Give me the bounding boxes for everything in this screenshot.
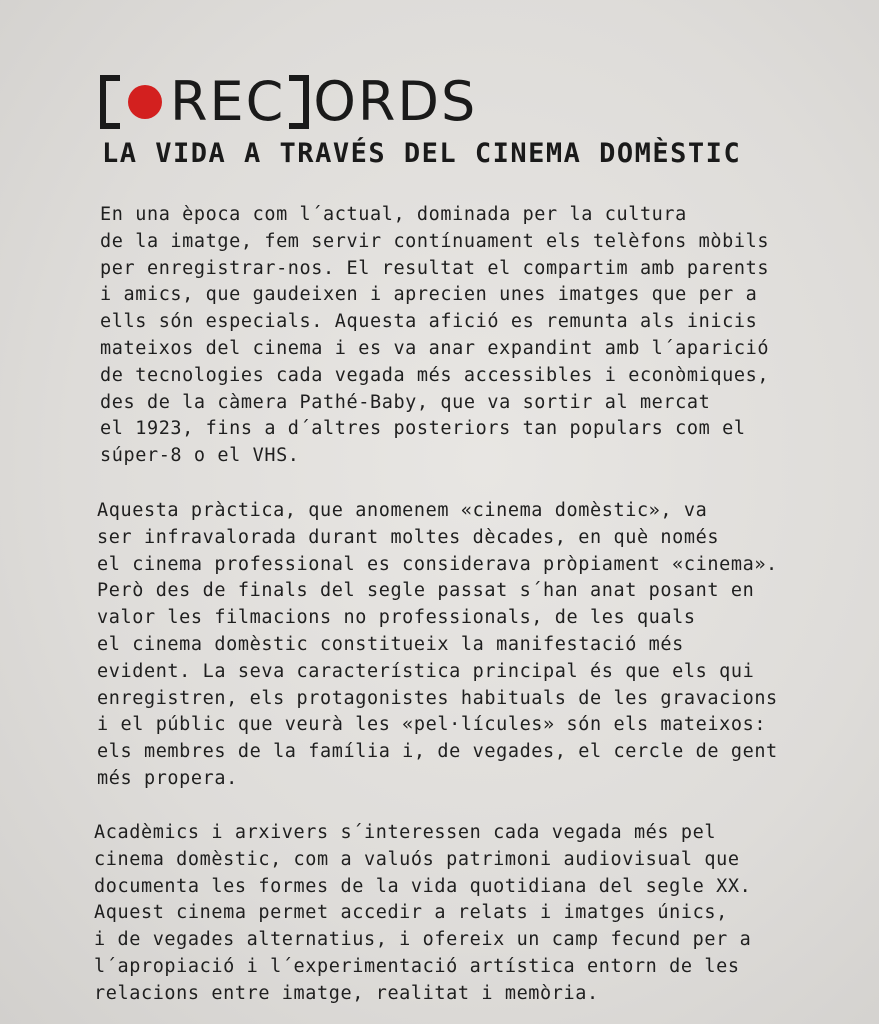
text-line: per enregistrar-nos. El resultat el compartim amb parents — [100, 257, 770, 279]
text-line: de la imatge, fem servir contínuament els telèfons mòbils — [100, 230, 770, 252]
text-line: En una època com l´actual, dominada per la cultura — [100, 204, 687, 225]
paragraph-3 — [94, 820, 751, 1008]
paragraph-2 — [97, 498, 778, 793]
paragraph-1 — [100, 202, 769, 470]
logo-text-rec: REC — [170, 70, 286, 133]
text-line: i amics, que gaudeixen i aprecien unes imatges que per a — [100, 284, 758, 306]
text-line: ells són especials. Aquesta afició es remunta als inicis — [100, 311, 758, 333]
text-line: el cinema professional es considerava pròpiament «cinema». — [97, 553, 778, 575]
text-line: ser infravalorada durant moltes dècades, en què només — [97, 526, 720, 548]
text-line: Però des de finals del segle passat s´han anat posant en — [97, 580, 755, 602]
viewfinder-left-bracket-icon — [100, 75, 120, 129]
logo-text-ords: ORDS — [313, 70, 478, 133]
exhibition-subtitle: LA VIDA A TRAVÉS DEL CINEMA DOMÈSTIC — [102, 138, 742, 169]
text-line: Aquest cinema permet accedir a relats i imatges únics, — [94, 902, 728, 924]
text-line: documenta les formes de la vida quotidiana del segle XX. — [94, 875, 752, 897]
text-line: de tecnologies cada vegada més accessibles i econòmiques, — [100, 364, 770, 386]
text-line: Aquesta pràctica, que anomenem «cinema domèstic», va — [97, 500, 708, 521]
text-line: cinema domèstic, com a valuós patrimoni audiovisual que — [94, 848, 740, 870]
records-logo — [100, 70, 477, 134]
record-dot-icon — [128, 85, 162, 119]
text-line: des de la càmera Pathé-Baby, que va sortir al mercat — [100, 391, 711, 413]
text-line: Acadèmics i arxivers s´interessen cada vegada més pel — [94, 822, 717, 843]
text-line: i el públic que veurà les «pel·lícules» són els mateixos: — [97, 714, 767, 736]
text-line: i de vegades alternatius, i ofereix un camp fecund per a — [94, 929, 752, 951]
text-line: súper-8 o el VHS. — [100, 445, 300, 467]
text-line: el 1923, fins a d´altres posteriors tan populars com el — [100, 418, 746, 440]
text-line: valor les filmacions no professionals, de les quals — [97, 607, 696, 629]
text-line: mateixos del cinema i es va anar expandint amb l´aparició — [100, 337, 770, 359]
viewfinder-right-bracket-icon — [289, 75, 309, 129]
text-line: relacions entre imatge, realitat i memòria. — [94, 982, 599, 1004]
text-line: els membres de la família i, de vegades, el cercle de gent — [97, 741, 778, 763]
text-line: el cinema domèstic constitueix la manifestació més — [97, 633, 684, 655]
text-line: l´apropiació i l´experimentació artística entorn de les — [94, 955, 740, 977]
text-line: més propera. — [97, 767, 238, 789]
text-line: enregistren, els protagonistes habituals de les gravacions — [97, 687, 778, 709]
text-line: evident. La seva característica principal és que els qui — [97, 660, 755, 682]
